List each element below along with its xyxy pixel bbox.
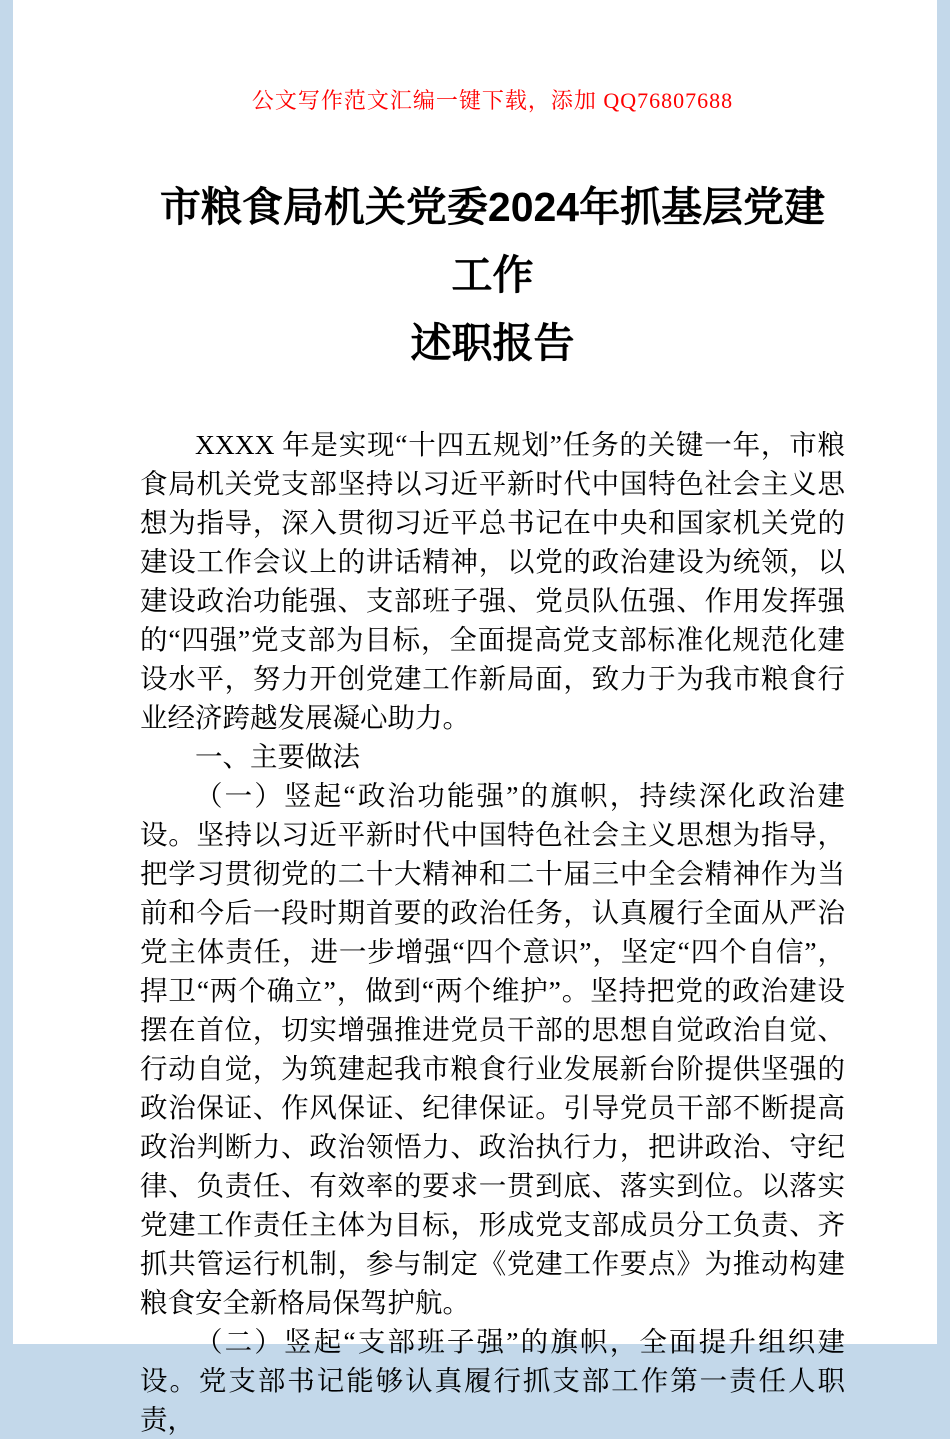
body-paragraph-intro: XXXX 年是实现“十四五规划”任务的关键一年，市粮食局机关党支部坚持以习近平新时代中国特色社会主义思想为指导，深入贯彻习近平总书记在中央和国家机关党的建设工作会议上的讲话精神，以党的政治建设为统领，以建设政治功能强、支部班子强、党员队伍强、作用发挥强的“四强”党支部为目标，全面提高党支部标准化规范化建设水平，努力开创党建工作新局面，致力于为我市粮食行业经济跨越发展凝心助力。	[140, 429, 845, 733]
body-paragraph-section-1: （一）竖起“政治功能强”的旗帜，持续深化政治建设。坚持以习近平新时代中国特色社会主义思想为指导，把学习贯彻党的二十大精神和二十届三中全会精神作为当前和今后一段时期首要的政治任务，认真履行全面从严治党主体责任，进一步增强“四个意识”，坚定“四个自信”，捍卫“两个确立”，做到“两个维护”。坚持把党的政治建设摆在首位，切实增强推进党员干部的思想自觉政治自觉、行动自觉，为筑建起我市粮食行业发展新台阶提供坚强的政治保证、作风保证、纪律保证。引导党员干部不断提高政治判断力、政治领悟力、政治执行力，把讲政治、守纪律、负责任、有效率的要求一贯到底、落实到位。以落实党建工作责任主体为目标，形成党支部成员分工负责、齐抓共管运行机制，参与制定《党建工作要点》为推动构建粮食安全新格局保驾护航。	[140, 780, 845, 1318]
left-margin-strip	[0, 0, 13, 1344]
body-heading-main-practices: 一、主要做法	[195, 741, 360, 772]
document-title-line2: 述职报告	[410, 320, 575, 366]
document-page	[13, 0, 937, 1435]
body-paragraph-section-2: （二）竖起“支部班子强”的旗帜，全面提升组织建设。党支部书记能够认真履行抓支部工作第一责任人职责，	[140, 1326, 845, 1435]
header-notice: 公文写作范文汇编一键下载，添加 QQ76807688	[251, 88, 734, 113]
right-margin-strip	[937, 0, 950, 1344]
document-body	[140, 425, 845, 1439]
document-title	[140, 173, 845, 377]
document-title-line1: 市粮食局机关党委2024年抓基层党建工作	[159, 184, 826, 298]
